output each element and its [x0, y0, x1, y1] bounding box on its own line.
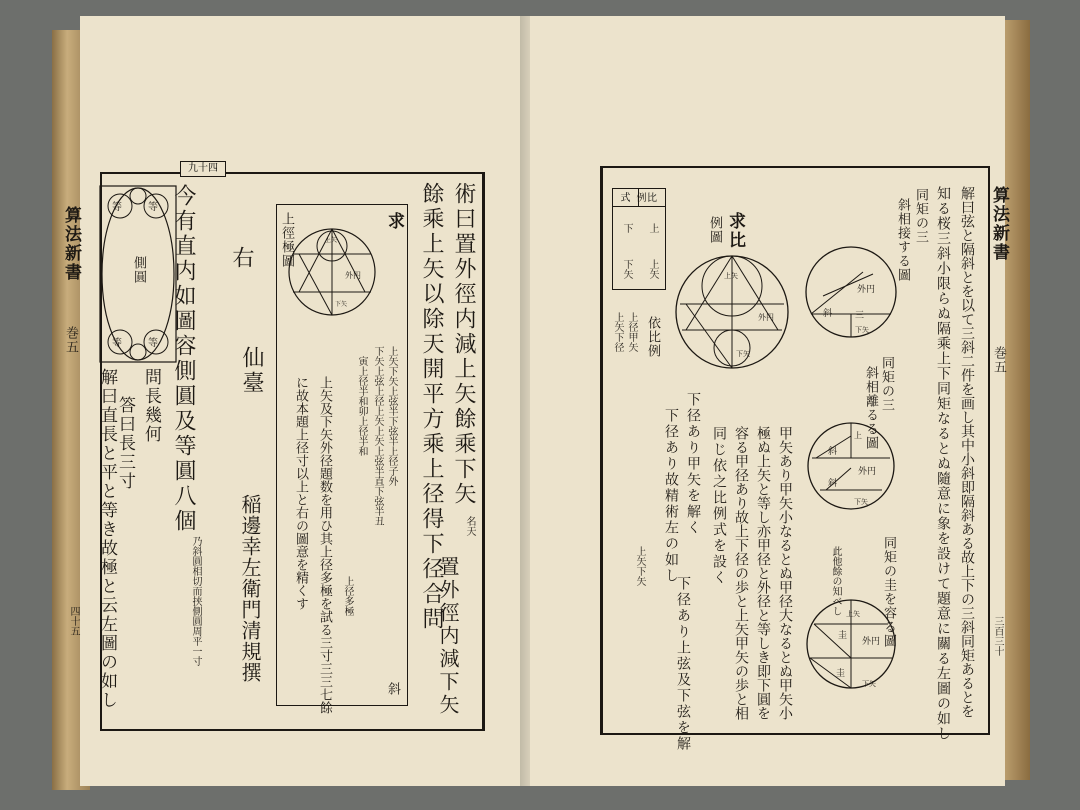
svg-text:上矢: 上矢 [724, 272, 738, 280]
problem-note: 乃斜圓相切而挟側圓周平一寸 [190, 536, 201, 666]
box-title-right: 求 [384, 212, 404, 231]
left-margin-folio: 四十五 [68, 606, 79, 636]
svg-text:外円: 外円 [862, 637, 881, 647]
right-text-col-2: 知る桜三斜小限らぬ隔乘上下同矩なるとぬ隨意に象を設けて題意に關る左圖の如し [935, 186, 951, 741]
left-text-col-3-note: 名天 [464, 516, 475, 536]
box-col-2: 下矢上弦上径上矢上矢上弦半直下弦半丑 [372, 346, 383, 526]
svg-text:三: 三 [855, 311, 865, 321]
svg-text:上矢: 上矢 [846, 610, 860, 618]
ratio-circle-diagram [672, 248, 792, 378]
label-side-figure: 例圖 [707, 216, 722, 244]
box-col-1: 上矢下矢上弦半下弦半上径子外 [386, 346, 397, 486]
author: 稲邊幸左衛門清規撰 [238, 494, 262, 683]
right-text-col-1: 解曰弦と隔斜とを以て三斜二件を画し其中小斜即隔斜ある故上下の三斜同矩あるとを [959, 186, 975, 718]
box-col-5: 上矢及下矢外径題数を用ひ其上径多極を試る三寸三三七餘 [317, 376, 332, 714]
side-circle-label: 側圓 [131, 256, 146, 284]
svg-text:下矢: 下矢 [854, 498, 868, 506]
svg-text:外円: 外円 [858, 467, 877, 477]
right-col-f: 下径あり故精術左の如し [663, 408, 679, 584]
ratio-cell-2: 下 [621, 222, 632, 233]
svg-text:斜: 斜 [823, 309, 833, 319]
right-col-b: 極ぬ上矢と等し亦甲径と外径と等しき即下圓を [755, 426, 771, 720]
right-col-e: 下径あり甲矢を解く [685, 392, 701, 536]
left-margin-title: 算法新書 [61, 206, 81, 282]
left-text-col-1: 術曰置外徑内減上矢餘乘下矢 [451, 182, 476, 507]
label-other-examples: 此他餘の知べし [830, 546, 841, 616]
small-note-2: 上径甲矢 [626, 312, 637, 352]
right-marker: 右 [229, 246, 254, 271]
upper-diameter-diagram [287, 222, 377, 322]
label-ratio: 依比例 [645, 316, 660, 358]
right-page [530, 16, 1009, 786]
label-seek-ratio: 求比 [725, 212, 745, 250]
svg-text:圭: 圭 [836, 669, 846, 679]
shape-label: 圭 [838, 631, 848, 641]
box-col-4: 上径多極 [342, 576, 353, 616]
ratio-cell-4: 下矢 [621, 258, 632, 279]
svg-text:斜: 斜 [828, 447, 838, 457]
label-oblique-apart: 斜相離るる圖 [863, 366, 878, 450]
label-oblique-contact: 斜相接する圖 [895, 198, 910, 282]
page-number-box: 九十四 [180, 161, 226, 177]
right-margin-volume: 巻五 [991, 346, 1006, 374]
small-note-1: 上矢下径 [612, 312, 623, 352]
label-same-rect-shape: 同矩の圭を容る圖 [881, 536, 896, 648]
circle-1-outer: 外円 [857, 285, 876, 295]
solution: 解曰直長と平と等き故極と云左圖の如し [97, 368, 117, 710]
ratio-header-2: 例 [634, 192, 645, 202]
question: 問長幾何 [141, 368, 161, 444]
ratio-cell-3: 上矢 [647, 258, 658, 279]
right-col-g: 下径あり上弦及下弦を解 [675, 576, 691, 752]
right-margin-folio: 三百三十 [992, 616, 1003, 656]
svg-text:上: 上 [854, 431, 862, 440]
svg-text:等: 等 [112, 338, 122, 349]
outer-circle-label: 外円 [345, 271, 361, 280]
svg-text:下矢: 下矢 [862, 680, 876, 688]
box-col-6: に故本題上径寸以上と右の圖意を精くす [293, 376, 308, 610]
ratio-header-3: 式 [613, 189, 639, 207]
equal-circle-label: 等 [112, 202, 122, 213]
svg-text:等: 等 [148, 202, 158, 213]
svg-text:斜: 斜 [828, 479, 838, 489]
left-margin-volume: 巻五 [63, 326, 78, 354]
right-col-a: 甲矢あり甲矢小なるとぬ甲径大なるとぬ甲矢小 [777, 426, 793, 720]
lower-arrow-label: 下矢 [335, 301, 348, 308]
box-bottom-mark: 斜 [385, 682, 400, 696]
right-col-d: 同じ依之比例式を設く [711, 426, 727, 586]
oblique-apart-circle [806, 418, 896, 514]
left-text-col-3: 置外徑内減下矢 [436, 556, 460, 717]
label-same-rect-3: 同矩の三 [913, 188, 928, 244]
svg-text:外円: 外円 [758, 313, 774, 322]
small-note-3: 上矢下矢 [634, 546, 645, 586]
right-col-c: 容る甲径あり故上下径の歩と上矢甲矢の歩と相 [733, 426, 749, 720]
label-same-rect-3b: 同矩の三 [879, 356, 894, 412]
oblique-contact-circle [803, 244, 899, 340]
svg-text:等: 等 [148, 338, 158, 349]
ratio-table [612, 188, 666, 290]
box-title-left: 上徑極圖 [279, 212, 294, 268]
upper-arrow-label: 上矢 [325, 237, 338, 244]
origin: 仙臺 [239, 346, 264, 396]
right-margin-title: 算法新書 [989, 186, 1009, 262]
ratio-cell-1: 上 [647, 222, 658, 233]
left-text-col-2: 餘乘上矢以除天開平方乘上径得下径合問 [419, 182, 444, 632]
svg-text:下矢: 下矢 [855, 326, 869, 334]
box-col-3: 寅上径半和卯上径半和 [356, 356, 367, 456]
problem-intro: 今有直内如圖容側圓及等圓八個 [171, 184, 196, 534]
same-rect-shape-circle [806, 594, 896, 694]
answer: 答曰長三寸 [115, 396, 135, 491]
left-page [61, 16, 530, 786]
svg-text:下矢: 下矢 [736, 350, 750, 358]
ratio-header-1: 比 [639, 189, 665, 207]
